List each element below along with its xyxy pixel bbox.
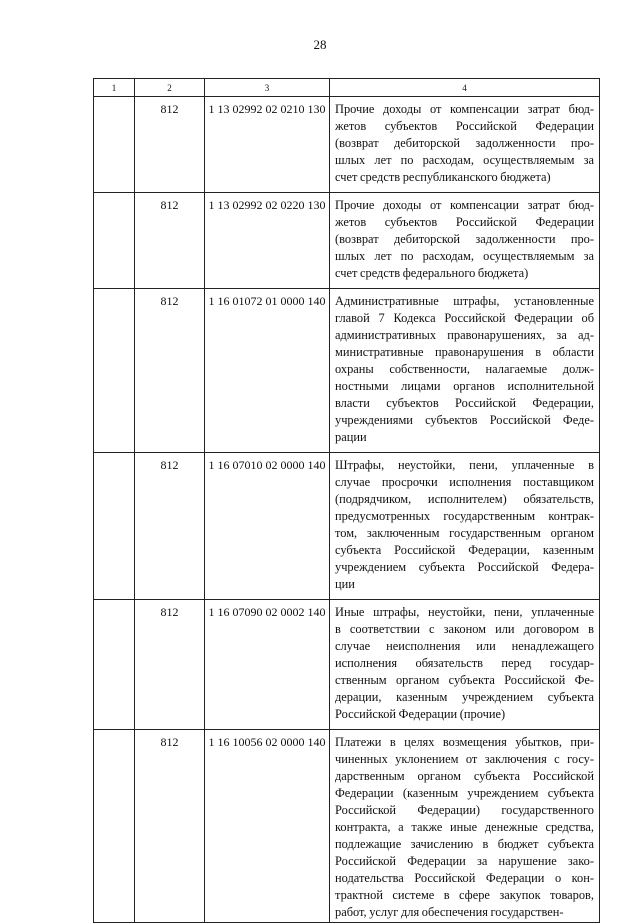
- description-line: учреждением субъекта Российской Федера-: [335, 560, 594, 574]
- administrator-code-cell: 812: [135, 97, 205, 193]
- description-line: власти субъектов Российской Федерации,: [335, 396, 594, 410]
- table-row: [94, 193, 600, 289]
- budget-classification-code-cell: 1 16 10056 02 0000 140: [205, 730, 330, 923]
- description-line: счет средств федерального бюджета): [335, 266, 529, 280]
- table-row: [94, 730, 600, 923]
- description-line: Платежи в целях возмещения убытков, при-: [335, 735, 594, 749]
- budget-classification-table: [93, 78, 600, 923]
- empty-cell: [94, 193, 135, 289]
- description-line: Иные штрафы, неустойки, пени, уплаченные: [335, 605, 594, 619]
- income-description-cell: [330, 600, 600, 730]
- budget-classification-code-cell: 1 16 07010 02 0000 140: [205, 453, 330, 600]
- description-line: шлых лет по расходам, осуществляемым за: [335, 249, 594, 263]
- column-number-1: 1: [94, 79, 135, 97]
- description-line: ции: [335, 577, 355, 591]
- description-line: предусмотренных государственным контрак-: [335, 509, 594, 523]
- administrator-code-cell: 812: [135, 193, 205, 289]
- empty-cell: [94, 289, 135, 453]
- description-line: Российской Федерации (прочие): [335, 707, 506, 721]
- description-line: Прочие доходы от компенсации затрат бюд-: [335, 102, 594, 116]
- page-number: 28: [313, 37, 327, 52]
- description-line: трактной системе в сфере закупок товаров,: [335, 888, 594, 902]
- empty-cell: [94, 600, 135, 730]
- income-description-cell: [330, 453, 600, 600]
- description-line: Российской Федерации за нарушение зако-: [335, 854, 594, 868]
- table-row: [94, 600, 600, 730]
- column-number-4: 4: [330, 79, 600, 97]
- column-number-3: 3: [205, 79, 330, 97]
- description-line: (возврат дебиторской задолженности про-: [335, 232, 594, 246]
- description-line: контракта, а также иные денежные средства,: [335, 820, 594, 834]
- budget-classification-code-cell: 1 13 02992 02 0220 130: [205, 193, 330, 289]
- description-line: случае неисполнения или ненадлежащего: [335, 639, 594, 653]
- table-header: [94, 79, 600, 97]
- description-line: том, заключенным государственным органом: [335, 526, 594, 540]
- description-line: жетов субъектов Российской Федерации: [335, 119, 594, 133]
- administrator-code-cell: 812: [135, 600, 205, 730]
- budget-classification-code-cell: 1 13 02992 02 0210 130: [205, 97, 330, 193]
- header-row: [94, 79, 600, 97]
- description-line: Штрафы, неустойки, пени, уплаченные в: [335, 458, 594, 472]
- description-line: административных правонарушениях, за ад-: [335, 328, 594, 342]
- description-line: рации: [335, 430, 367, 444]
- description-line: главой 7 Кодекса Российской Федерации об: [335, 311, 594, 325]
- description-line: охраны собственности, налагаемые долж-: [335, 362, 594, 376]
- income-description-cell: [330, 97, 600, 193]
- description-line: счет средств республиканского бюджета): [335, 170, 551, 184]
- budget-classification-code-cell: 1 16 07090 02 0002 140: [205, 600, 330, 730]
- description-line: Административные штрафы, установленные: [335, 294, 594, 308]
- administrator-code-cell: 812: [135, 453, 205, 600]
- description-line: субъекта Российской Федерации, казенным: [335, 543, 594, 557]
- table-row: [94, 97, 600, 193]
- description-line: Прочие доходы от компенсации затрат бюд-: [335, 198, 594, 212]
- description-line: (возврат дебиторской задолженности про-: [335, 136, 594, 150]
- description-line: шлых лет по расходам, осуществляемым за: [335, 153, 594, 167]
- administrator-code-cell: 812: [135, 289, 205, 453]
- description-line: дерации, казенным учреждением субъекта: [335, 690, 594, 704]
- income-description-cell: [330, 289, 600, 453]
- income-description-cell: [330, 730, 600, 923]
- empty-cell: [94, 97, 135, 193]
- income-description-cell: [330, 193, 600, 289]
- description-line: работ, услуг для обеспечения государствен-: [335, 905, 564, 919]
- description-line: учреждениями субъектов Российской Феде-: [335, 413, 594, 427]
- table-row: [94, 289, 600, 453]
- table-body: [94, 97, 600, 923]
- description-line: дарственным органом субъекта Российской: [335, 769, 594, 783]
- budget-classification-code-cell: 1 16 01072 01 0000 140: [205, 289, 330, 453]
- description-line: случае просрочки исполнения поставщиком: [335, 475, 594, 489]
- administrator-code-cell: 812: [135, 730, 205, 923]
- description-line: (подрядчиком, исполнителем) обязательств,: [335, 492, 594, 506]
- empty-cell: [94, 730, 135, 923]
- description-line: нодательства Российской Федерации о кон-: [335, 871, 594, 885]
- description-line: Российской Федерации) государственного: [335, 803, 594, 817]
- table-row: [94, 453, 600, 600]
- description-line: чиненных уклонением от заключения с госу-: [335, 752, 594, 766]
- description-line: подлежащие зачислению в бюджет субъекта: [335, 837, 594, 851]
- description-line: исполнения обязательств перед государ-: [335, 656, 594, 670]
- description-line: жетов субъектов Российской Федерации: [335, 215, 594, 229]
- description-line: Федерации (казенным учреждением субъекта: [335, 786, 594, 800]
- empty-cell: [94, 453, 135, 600]
- description-line: министративные правонарушения в области: [335, 345, 594, 359]
- description-line: ственным органом субъекта Российской Фе-: [335, 673, 594, 687]
- description-line: в соответствии с законом или договором в: [335, 622, 594, 636]
- description-line: ностными лицами органов исполнительной: [335, 379, 594, 393]
- column-number-2: 2: [135, 79, 205, 97]
